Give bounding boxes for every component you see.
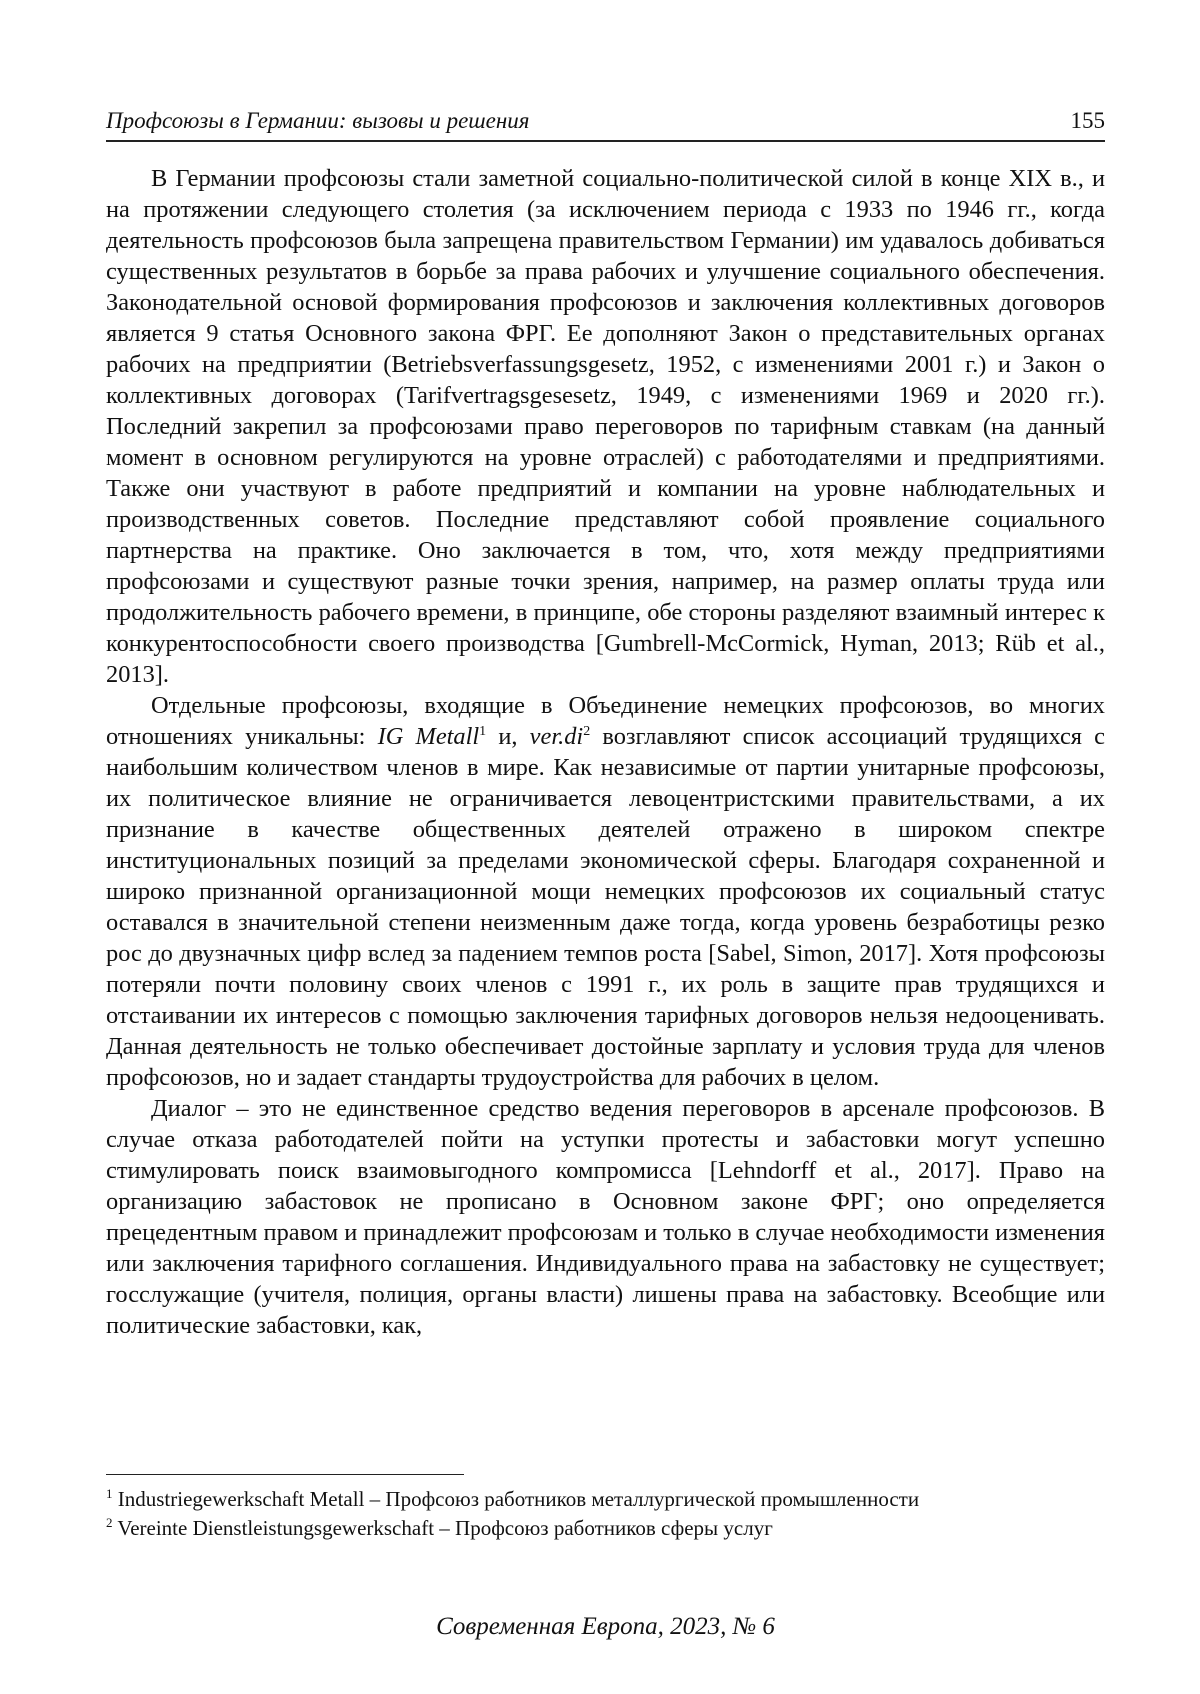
footnote-text: Vereinte Dienstleistungsgewerkschaft – Профсоюз работников сферы услуг — [117, 1516, 773, 1540]
footnote-marker: 1 — [106, 1486, 113, 1501]
journal-footer: Современная Европа, 2023, № 6 — [436, 1613, 775, 1640]
body-text — [106, 163, 1105, 1341]
footnote-ref-2[interactable]: 2 — [583, 724, 591, 739]
footnotes — [106, 1485, 1105, 1543]
paragraph-2 — [106, 690, 1105, 1093]
footnote-divider — [106, 1474, 464, 1475]
footnote-marker: 2 — [106, 1515, 113, 1530]
paragraph-3: Диалог – это не единственное средство ведения переговоров в арсенале профсоюзов. В случае отказа работодателей пойти на уступки протесты и забастовки могут успешно стимулировать поиск взаимовыгодного компромисса [Lehndorff et al., 2017]. Право на организацию забастовок не прописано в Основном законе ФРГ; оно определяется прецедентным правом и принадлежит профсоюзам и только в случае необходимости изменения или заключения тарифного соглашения. Индивидуального права на забастовку не существует; госслужащие (учителя, полиция, органы власти) лишены права на забастовку. Всеобщие или политические забастовки, как, — [106, 1095, 1105, 1339]
footnote-1 — [106, 1485, 1105, 1514]
running-title: Профсоюзы в Германии: вызовы и решения — [106, 108, 530, 133]
paragraph-2-between: и, — [486, 723, 530, 750]
page — [106, 0, 1105, 1694]
page-number: 155 — [1070, 108, 1105, 133]
footnote-text: Industriegewerkschaft Metall – Профсоюз работников металлургической промышленности — [117, 1487, 920, 1511]
paragraph-1: В Германии профсоюзы стали заметной социально-политической силой в конце XIX в., и на протяжении следующего столетия (за исключением периода с 1933 по 1946 гг., когда деятельность профсоюзов была запрещена правительством Германии) им удавалось добиваться существенных результатов в борьбе за права рабочих и улучшение социального обеспечения. Законодательной основой формирования профсоюзов и заключения коллективных договоров является 9 статья Основного закона ФРГ. Ее дополняют Закон о представительных органах рабочих на предприятии (Betriebsverfassungsgesetz, 1952, с изменениями 2001 г.) и Закон о коллективных договорах (Tarifvertragsgesesetz, 1949, с изменениями 1969 и 2020 гг.). Последний закрепил за профсоюзами право переговоров по тарифным ставкам (на данный момент в основном регулируются на уровне отраслей) с работодателями и предприятиями. Также они участвуют в работе предприятий и компании на уровне наблюдательных и производственных советов. Последние представляют собой проявление социального партнерства на практике. Оно заключается в том, что, хотя между предприятиями профсоюзами и существуют разные точки зрения, например, на размер оплаты труда или продолжительность рабочего времени, в принципе, обе стороны разделяют взаимный интерес к конкурентоспособности своего производства [Gumbrell-McCormick, Hyman, 2013; Rüb et al., 2013]. — [106, 165, 1105, 688]
footnote-2 — [106, 1514, 1105, 1543]
paragraph-2-before: Отдельные профсоюзы, входящие в Объединение немецких профсоюзов, во многих отношениях уникальны: — [106, 692, 1105, 750]
paragraph-2-after: возглавляют список ассоциаций трудящихся с наибольшим количеством членов в мире. Как независимые от партии унитарные профсоюзы, их политическое влияние не ограничивается левоцентристскими правительствами, а их признание в качестве общественных деятелей отражено в широком спектре институциональных позиций за пределами экономической сферы. Благодаря сохраненной и широко признанной организационной мощи немецких профсоюзов их социальный статус оставался в значительной степени неизменным даже тогда, когда уровень безработицы резко рос до двузначных цифр вслед за падением темпов роста [Sabel, Simon, 2017]. Хотя профсоюзы потеряли почти половину своих членов с 1991 г., их роль в защите прав трудящихся и отстаивании их интересов с помощью заключения тарифных договоров нельзя недооценивать. Данная деятельность не только обеспечивает достойные зарплату и условия труда для членов профсоюзов, но и задает стандарты трудоустройства для рабочих в целом. — [106, 723, 1105, 1091]
footnote-ref-1[interactable]: 1 — [479, 724, 487, 739]
verdi-name: ver.di — [529, 723, 584, 750]
ig-metall-name: IG Metall — [377, 723, 480, 750]
running-header — [106, 104, 1105, 142]
